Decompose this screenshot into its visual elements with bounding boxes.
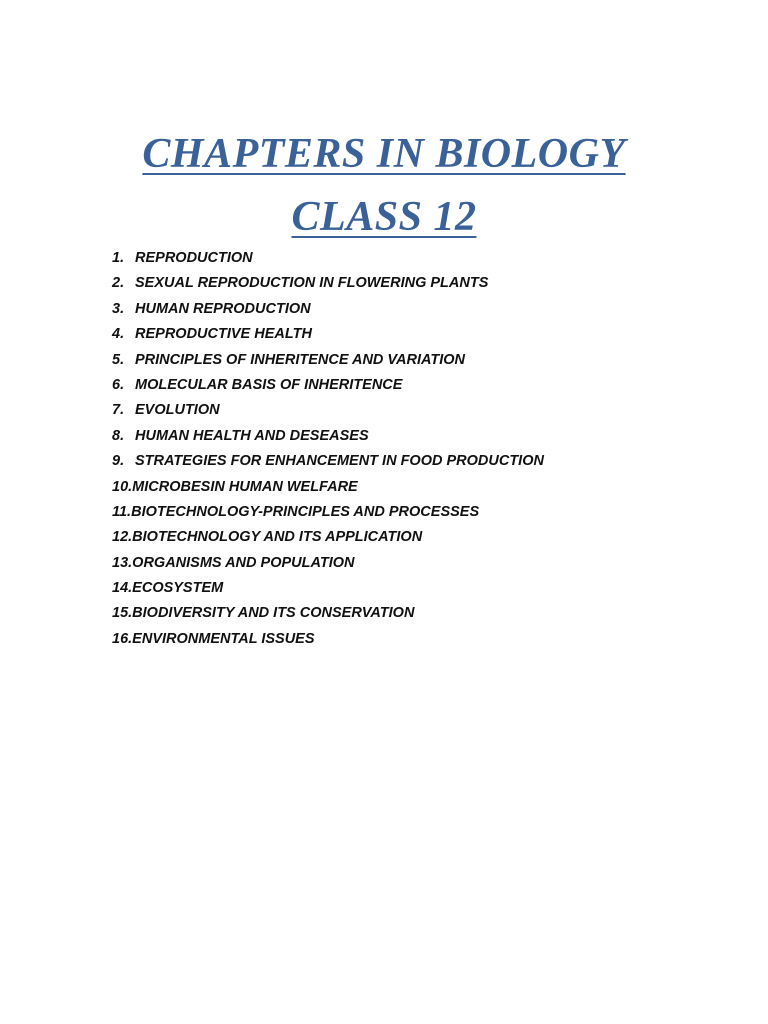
chapter-title: MICROBESIN HUMAN WELFARE bbox=[132, 478, 358, 495]
chapter-title: REPRODUCTION bbox=[135, 250, 253, 266]
list-item bbox=[112, 605, 544, 630]
chapter-title: ECOSYSTEM bbox=[132, 580, 224, 597]
list-item bbox=[112, 275, 544, 300]
chapter-title: PRINCIPLES OF INHERITENCE AND VARIATION bbox=[135, 351, 466, 368]
chapter-list bbox=[112, 250, 544, 656]
chapter-title: ENVIRONMENTAL ISSUES bbox=[132, 630, 315, 647]
chapter-number: 9. bbox=[112, 453, 125, 470]
chapter-title: SEXUAL REPRODUCTION IN FLOWERING PLANTS bbox=[135, 275, 489, 292]
chapter-number: 2. bbox=[112, 275, 125, 292]
list-item bbox=[112, 631, 544, 656]
list-item bbox=[112, 529, 544, 554]
chapter-number: 4. bbox=[112, 326, 125, 343]
chapter-title: EVOLUTION bbox=[135, 402, 220, 419]
chapter-number: 1. bbox=[112, 250, 125, 266]
list-item bbox=[112, 580, 544, 605]
chapter-title: STRATEGIES FOR ENHANCEMENT IN FOOD PRODUCTION bbox=[135, 453, 544, 470]
chapter-title: REPRODUCTIVE HEALTH bbox=[135, 326, 312, 343]
chapter-number: 12. bbox=[112, 529, 133, 546]
list-item bbox=[112, 402, 544, 427]
list-item bbox=[112, 326, 544, 351]
chapter-number: 5. bbox=[112, 351, 125, 368]
list-item bbox=[112, 352, 544, 377]
chapter-title: ORGANISMS AND POPULATION bbox=[132, 554, 355, 571]
chapter-title: HUMAN HEALTH AND DESEASES bbox=[135, 427, 369, 444]
chapter-number: 15. bbox=[112, 605, 133, 622]
chapter-number: 8. bbox=[112, 427, 125, 444]
list-item bbox=[112, 453, 544, 478]
list-item bbox=[112, 428, 544, 453]
chapter-title: BIOTECHNOLOGY AND ITS APPLICATION bbox=[132, 529, 423, 546]
list-item bbox=[112, 479, 544, 504]
chapter-number: 13. bbox=[112, 554, 133, 571]
chapter-title: HUMAN REPRODUCTION bbox=[135, 300, 311, 317]
chapter-number: 11. bbox=[112, 503, 132, 520]
list-item bbox=[112, 301, 544, 326]
chapter-number: 10. bbox=[112, 478, 133, 495]
chapter-title: BIODIVERSITY AND ITS CONSERVATION bbox=[132, 605, 415, 622]
chapter-title: MOLECULAR BASIS OF INHERITENCE bbox=[135, 376, 403, 393]
chapter-number: 3. bbox=[112, 300, 125, 317]
page-subtitle: CLASS 12 bbox=[291, 194, 477, 240]
list-item bbox=[112, 504, 544, 529]
page-title: CHAPTERS IN BIOLOGY bbox=[142, 131, 626, 177]
chapter-number: 7. bbox=[112, 402, 125, 419]
list-item bbox=[112, 377, 544, 402]
chapter-number: 14. bbox=[112, 580, 133, 597]
chapter-number: 6. bbox=[112, 376, 125, 393]
list-item bbox=[112, 555, 544, 580]
list-item bbox=[112, 250, 544, 275]
chapter-number: 16. bbox=[112, 630, 133, 647]
chapter-title: BIOTECHNOLOGY-PRINCIPLES AND PROCESSES bbox=[131, 503, 480, 520]
